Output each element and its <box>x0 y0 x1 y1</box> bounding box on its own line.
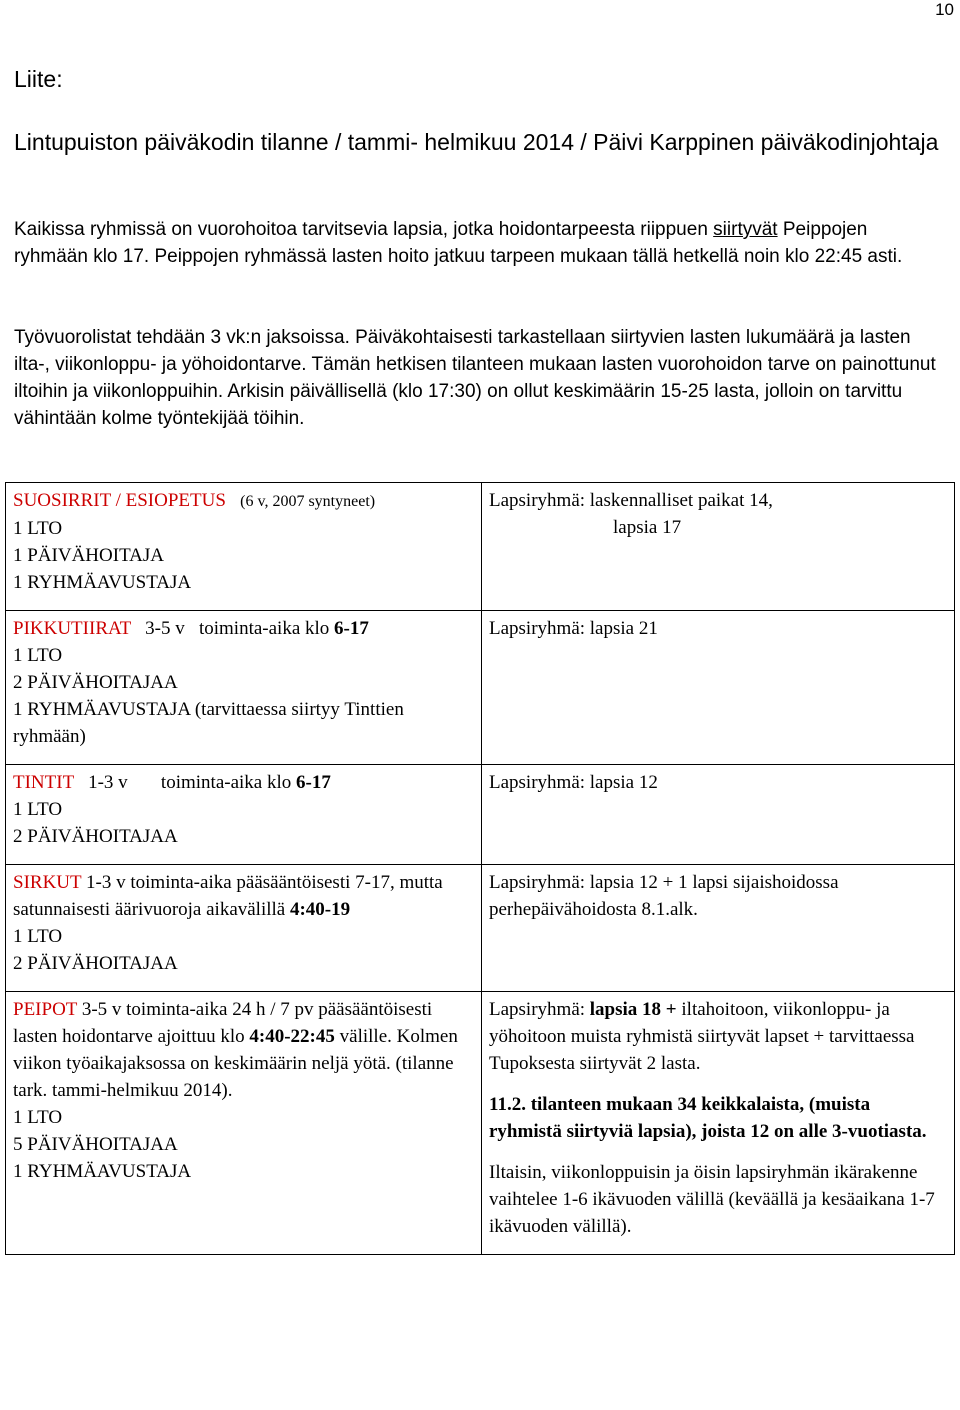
children-cell-sirkut <box>482 865 955 992</box>
group-hours: 6-17 <box>334 618 369 639</box>
group-age-info: (6 v, 2007 syntyneet) <box>240 493 376 510</box>
group-info: 1-3 v toiminta-aika pääsääntöisesti 7-17, mutta satunnaisesti äärivuoroja aikavälillä <box>13 872 443 920</box>
intro-text-end: Peippojen ryhmään klo 17. Peippojen ryhmässä lasten hoito jatkuu tarpeen mukaan tällä hetkellä noin klo 22:45 asti. <box>14 219 903 267</box>
children-cell-pikkutiirat <box>482 611 955 765</box>
group-title <box>13 996 474 1104</box>
children-count-detail: iltahoitoon, viikonloppu- ja yöhoitoon muista ryhmistä siirtyvät lapset + tarvittaessa Tupoksesta siirtyvät 2 lasta. <box>489 999 915 1074</box>
intro-underlined-word: siirtyvät <box>713 219 778 240</box>
group-name: SIRKUT <box>13 872 82 893</box>
children-count: Lapsiryhmä: lapsia 12 <box>489 772 658 793</box>
table-row <box>6 865 955 992</box>
children-count: Lapsiryhmä: lapsia 12 + 1 lapsi sijaishoidossa perhepäivähoidosta 8.1.alk. <box>489 872 839 920</box>
children-count-prefix: Lapsiryhmä: <box>489 999 590 1020</box>
group-cell-tintit <box>6 765 482 865</box>
children-cell-suosirrit <box>482 483 955 611</box>
staff-line: 1 LTO <box>13 926 63 947</box>
staff-line: 1 RYHMÄAVUSTAJA <box>13 1161 192 1182</box>
children-count: Lapsiryhmä: laskennalliset paikat 14, <box>489 490 773 511</box>
staff-line: 1 LTO <box>13 799 63 820</box>
staff-line: 1 PÄIVÄHOITAJA <box>13 545 164 566</box>
staff-line: 1 RYHMÄAVUSTAJA (tarvittaessa siirtyy Tinttien ryhmään) <box>13 699 404 747</box>
staff-line: 1 LTO <box>13 1107 63 1128</box>
staff-line: 1 LTO <box>13 645 63 666</box>
group-info: 1-3 v toiminta-aika klo <box>73 772 297 793</box>
staff-line: 2 PÄIVÄHOITAJAA <box>13 826 178 847</box>
group-hours: 6-17 <box>296 772 331 793</box>
age-structure-note: Iltaisin, viikonloppuisin ja öisin lapsiryhmän ikärakenne vaihtelee 1-6 ikävuoden välillä (keväällä ja kesäaikana 1-7 ikävuoden välillä). <box>489 1162 935 1237</box>
staff-line: 1 RYHMÄAVUSTAJA <box>13 572 192 593</box>
group-name: PEIPOT <box>13 999 78 1020</box>
group-title <box>13 869 474 923</box>
group-name: PIKKUTIIRAT <box>13 618 131 639</box>
group-title <box>13 615 474 642</box>
group-title <box>13 769 474 796</box>
group-cell-pikkutiirat <box>6 611 482 765</box>
children-count-detail: lapsia 17 <box>613 517 682 538</box>
group-info: 3-5 v toiminta-aika klo <box>130 618 335 639</box>
children-cell-peipot <box>482 992 955 1255</box>
group-cell-sirkut <box>6 865 482 992</box>
staff-line: 1 LTO <box>13 518 63 539</box>
group-cell-peipot <box>6 992 482 1255</box>
table-row <box>6 765 955 865</box>
groups-table <box>5 482 955 1255</box>
group-info-after: välille. Kolmen viikon työaikajaksossa on keskimäärin neljä yötä. (tilanne tark. tammi-helmikuu 2014). <box>13 1026 458 1101</box>
intro-paragraph <box>14 216 944 270</box>
document-heading: Lintupuiston päiväkodin tilanne / tammi- helmikuu 2014 / Päivi Karppinen päiväkodinjohtaja <box>14 129 939 155</box>
table-row <box>6 611 955 765</box>
group-hours: 4:40-22:45 <box>249 1026 335 1047</box>
schedule-paragraph: Työvuorolistat tehdään 3 vk:n jaksoissa. Päiväkohtaisesti tarkastellaan siirtyvien lasten lukumäärä ja lasten ilta-, viikonloppu- ja yöhoidontarve. Tämän hetkisen tilanteen mukaan lasten vuorohoidon tarve on painottunut iltoihin ja viikonloppuihin. Arkisin päivällisellä (klo 17:30) on ollut keskimäärin 15-25 lasta, jolloin on tarvittu vähintään kolme työntekijää töihin. <box>14 327 936 429</box>
group-cell-suosirrit <box>6 483 482 611</box>
table-row <box>6 483 955 611</box>
intro-text-start: Kaikissa ryhmissä on vuorohoitoa tarvitsevia lapsia, jotka hoidontarpeesta riippuen <box>14 219 714 240</box>
group-title <box>13 487 474 515</box>
children-count: Lapsiryhmä: lapsia 21 <box>489 618 658 639</box>
group-name: SUOSIRRIT / ESIOPETUS <box>13 490 226 511</box>
situation-note: 11.2. tilanteen mukaan 34 keikkalaista, (muista ryhmistä siirtyviä lapsia), joista 12 on alle 3-vuotiasta. <box>489 1094 927 1142</box>
staff-line: 2 PÄIVÄHOITAJAA <box>13 953 178 974</box>
group-spacer <box>226 490 240 511</box>
page-number: 10 <box>935 0 954 19</box>
group-hours: 4:40-19 <box>289 899 351 920</box>
staff-line: 2 PÄIVÄHOITAJAA <box>13 672 178 693</box>
attachment-label: Liite: <box>14 66 63 92</box>
children-count <box>489 996 947 1077</box>
children-count-bold: lapsia 18 + <box>589 999 677 1020</box>
staff-line: 5 PÄIVÄHOITAJAA <box>13 1134 178 1155</box>
group-name: TINTIT <box>13 772 74 793</box>
table-row <box>6 992 955 1255</box>
group-info: 3-5 v toiminta-aika 24 h / 7 pv pääsääntöisesti lasten hoidontarve ajoittuu klo <box>13 999 433 1047</box>
children-cell-tintit <box>482 765 955 865</box>
